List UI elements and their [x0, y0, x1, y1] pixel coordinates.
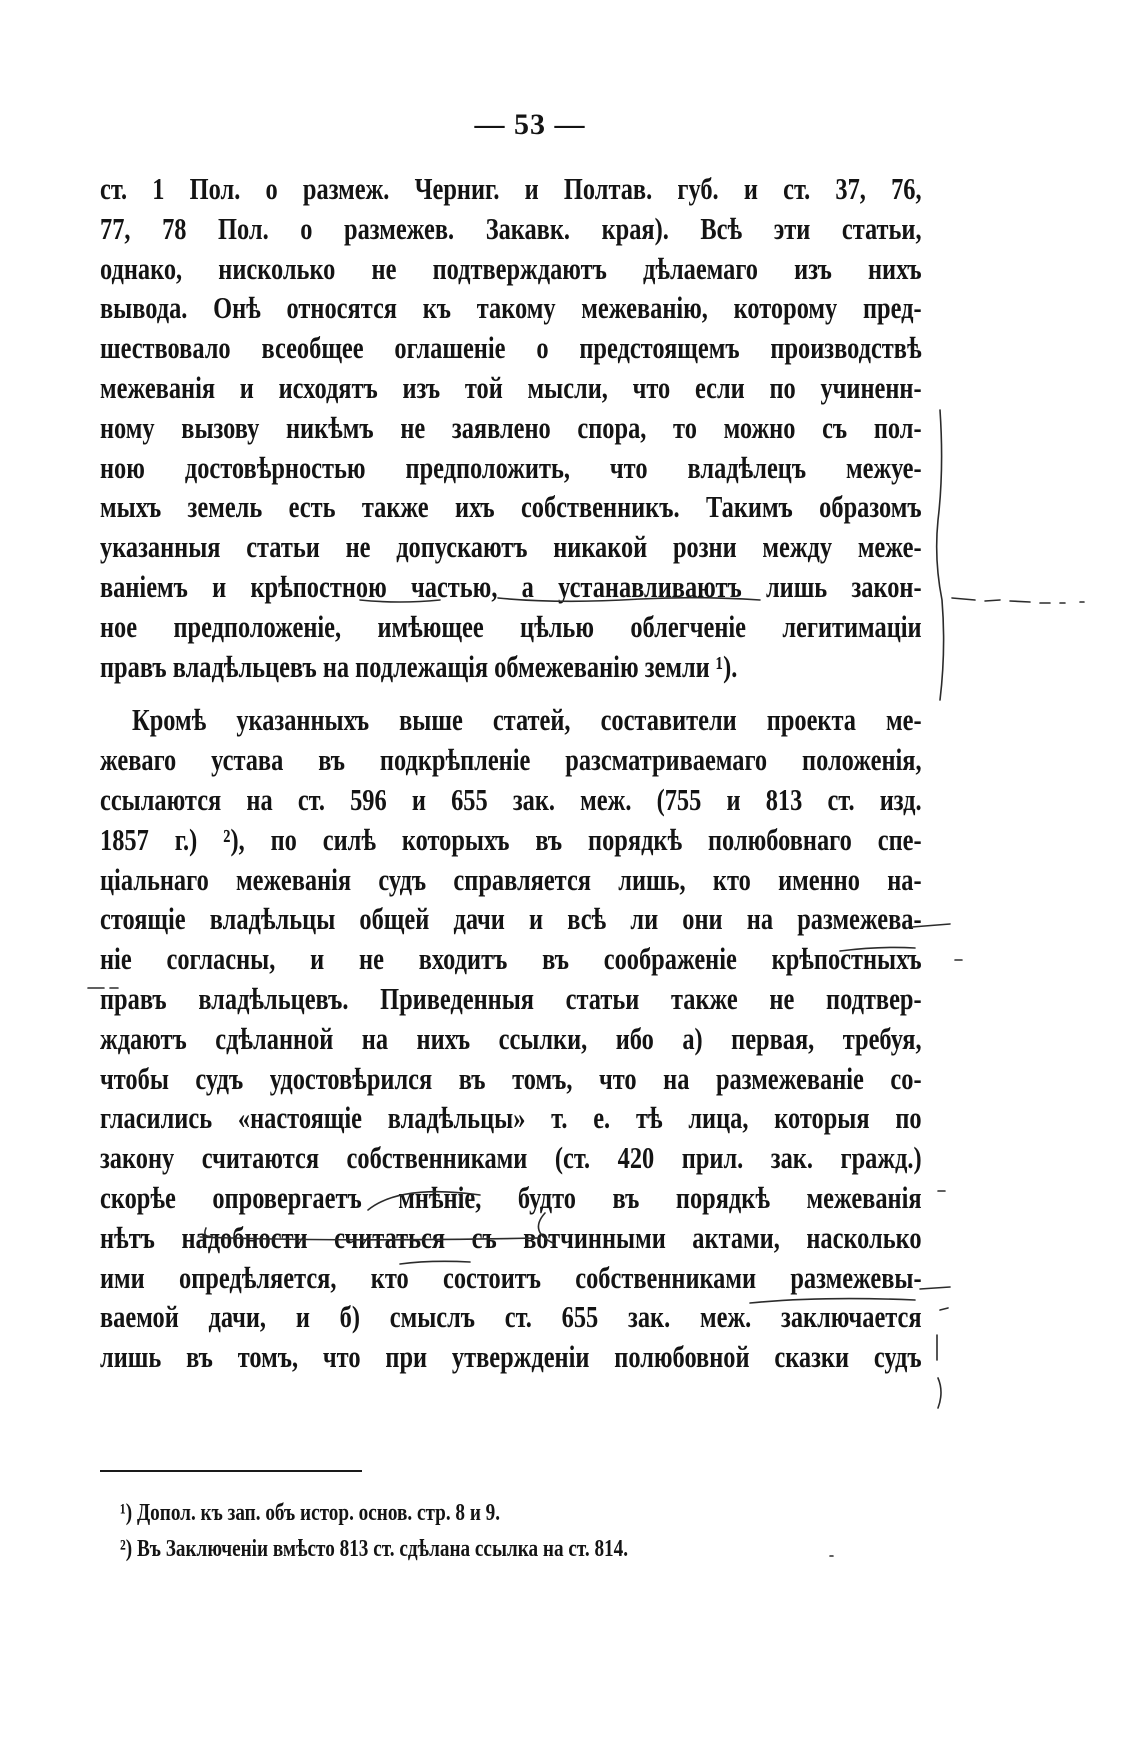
- footnote-2: ²) Въ Заключеніи вмѣсто 813 ст. сдѣлана ссылка на ст. 814.: [120, 1536, 629, 1562]
- footnotes: [120, 1495, 920, 1567]
- text-line: ніе согласны, и не входитъ въ соображеніе крѣпостныхъ: [100, 942, 922, 977]
- text-line: лишь въ томъ, что при утвержденіи полюбовной сказки судъ: [100, 1340, 922, 1375]
- text-line: однако, нисколько не подтверждаютъ дѣлаемаго изъ нихъ: [100, 251, 922, 286]
- margin-brace-mark: [938, 1378, 941, 1408]
- text-line: ное предположеніе, имѣющее цѣлью облегченіе легитимаціи: [100, 609, 922, 644]
- margin-dash-mark: [920, 1287, 950, 1310]
- text-line: нѣтъ надобности считаться съ вотчинными актами, насколько: [100, 1220, 922, 1255]
- margin-brace-mark: [937, 410, 944, 700]
- margin-dash-mark: [952, 598, 1084, 603]
- text-line: жеваго устава въ подкрѣпленіе разсматриваемаго положенія,: [100, 743, 922, 778]
- paragraph-2: [100, 701, 922, 1378]
- text-line: шествовало всеобщее оглашеніе о предстоящемъ производствѣ: [100, 331, 922, 366]
- main-text: [100, 170, 922, 1378]
- text-line: вывода. Онѣ относятся къ такому межеванію, которому пред-: [100, 291, 922, 326]
- text-line: закону считаются собственниками (ст. 420 прил. зак. гражд.): [100, 1141, 922, 1176]
- text-line: правъ владѣльцевъ. Приведенныя статьи также не подтвер-: [100, 981, 922, 1016]
- text-line: ими опредѣляется, кто состоитъ собственниками размежевы-: [100, 1260, 922, 1295]
- text-line: гласились «настоящіе владѣльцы» т. е. тѣ лица, которыя по: [100, 1101, 922, 1136]
- text-line: мыхъ земель есть также ихъ собственникъ. Такимъ образомъ: [100, 490, 922, 525]
- text-line: ціальнаго межеванія судъ справляется лишь, кто именно на-: [100, 862, 922, 897]
- text-line: 77, 78 Пол. о размежев. Закавк. края). Всѣ эти статьи,: [100, 211, 922, 246]
- text-line: 1857 г.) ²), по силѣ которыхъ въ порядкѣ полюбовнаго спе-: [100, 822, 922, 857]
- text-line: ною достовѣрностью предположить, что владѣлецъ межуе-: [100, 450, 922, 485]
- text-line: стоящіе владѣльцы общей дачи и всѣ ли они на размежева-: [100, 902, 922, 937]
- text-line: межеванія и исходятъ изъ той мысли, что если по учиненн-: [100, 370, 922, 405]
- text-line: указанныя статьи не допускаютъ никакой розни между меже-: [100, 530, 922, 565]
- footnote-1: ¹) Допол. къ зап. объ истор. основ. стр. 8 и 9.: [120, 1500, 501, 1526]
- text-line: ссылаются на ст. 596 и 655 зак. меж. (755 и 813 ст. изд.: [100, 782, 922, 817]
- page-number: — 53 —: [474, 108, 586, 141]
- text-line: правъ владѣльцевъ на подлежащія обмежеванію земли ¹).: [100, 649, 738, 684]
- text-line: ст. 1 Пол. о размеж. Черниг. и Полтав. губ. и ст. 37, 76,: [100, 172, 922, 206]
- text-line: Кромѣ указанныхъ выше статей, составители проекта ме-: [132, 703, 922, 738]
- paragraph-1: [100, 170, 922, 687]
- text-line: ждаютъ сдѣланной на нихъ ссылки, ибо а) первая, требуя,: [100, 1021, 922, 1056]
- text-line: ному вызову никѣмъ не заявлено спора, то можно съ пол-: [100, 410, 922, 445]
- text-line: ваемой дачи, и б) смыслъ ст. 655 зак. меж. заключается: [100, 1300, 922, 1335]
- text-line: чтобы судъ удостовѣрился въ томъ, что на размежеваніе со-: [100, 1061, 922, 1096]
- footnote-divider: [100, 1470, 362, 1472]
- text-line: ваніемъ и крѣпостною частью, а устанавливаютъ лишь закон-: [100, 569, 922, 604]
- text-line: скорѣе опровергаетъ мнѣніе, будто въ порядкѣ межеванія: [100, 1180, 922, 1215]
